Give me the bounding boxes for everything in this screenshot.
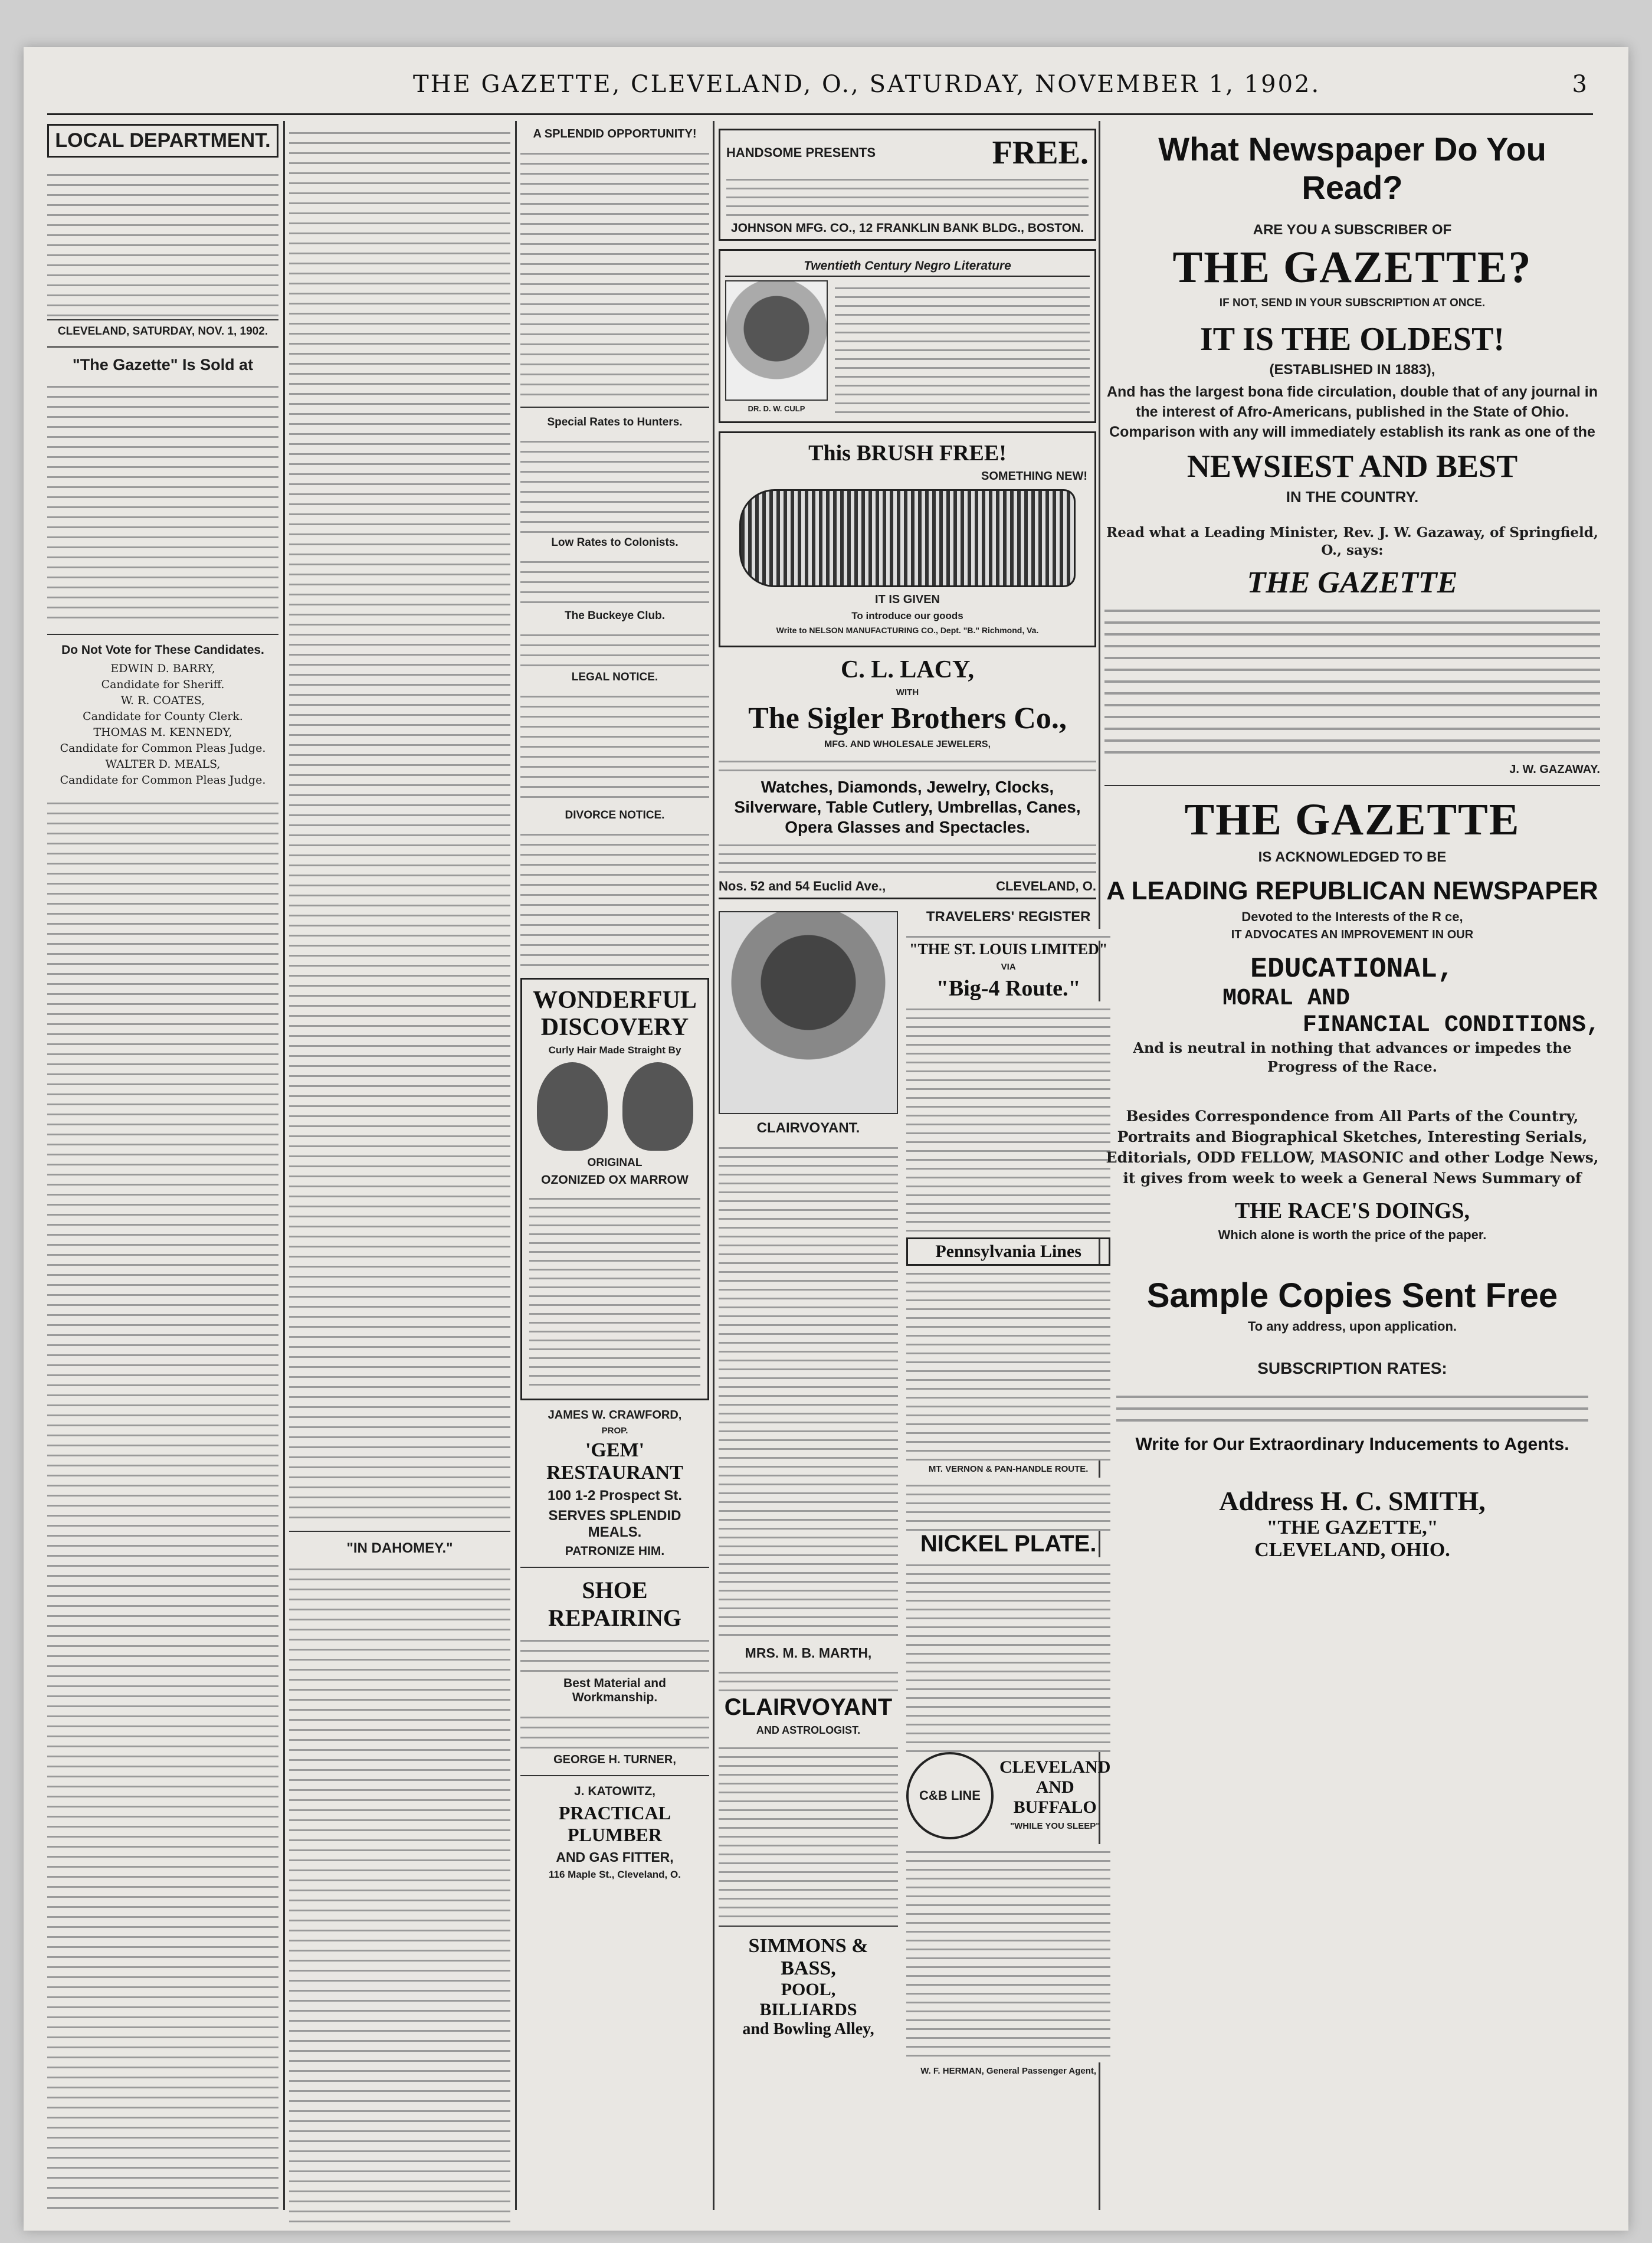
prop-label: PROP. [601,1426,628,1436]
simmons-bass: SIMMONS & BASS, [748,1935,868,1979]
text-block [520,553,709,606]
advocates-line: IT ADVOCATES AN IMPROVEMENT IN OUR [1231,928,1474,941]
sigler-brothers: The Sigler Brothers Co., [748,702,1067,735]
gazette-heading-quote: THE GAZETTE [1247,566,1458,600]
candidate: EDWIN D. BARRY, [110,662,215,675]
free-presents-ad [719,129,1096,241]
local-department-heading: LOCAL DEPARTMENT. [47,124,278,158]
katowitz-name: J. KATOWITZ, [573,1784,656,1798]
timetable-text [906,1001,1110,1237]
pool-label: POOL, [781,1980,836,1999]
colonists-heading: Low Rates to Colonists. [551,536,678,549]
text-block [719,1140,898,1642]
prospect-address: 100 1-2 Prospect St. [547,1488,683,1504]
opportunity-heading: A SPLENDID OPPORTUNITY! [533,127,697,140]
leading-republican: A LEADING REPUBLICAN NEWSPAPER [1106,876,1598,905]
page-number: 3 [1572,71,1587,98]
sample-copies: Sample Copies Sent Free [1146,1276,1558,1315]
practical-plumber: PRACTICAL PLUMBER [558,1802,671,1845]
gazaway-quote-text [1104,600,1600,759]
timetable-text [906,1266,1110,1461]
herman-agent: W. F. HERMAN, General Passenger Agent, [920,2066,1097,2076]
timetable-text [906,1844,1110,2062]
divorce-heading: DIVORCE NOTICE. [565,809,665,821]
johnson-address: JOHNSON MFG. CO., 12 FRANKLIN BANK BLDG., BOSTON. [730,221,1084,235]
gazaway-intro: Read what a Leading Minister, Rev. J. W. Gazaway, of Springfield, O., says: [1106,525,1598,558]
text-block [719,1740,898,1917]
vote-heading: Do Not Vote for These Candidates. [61,643,264,657]
text-block [726,172,1089,219]
text-block [529,1191,700,1391]
mt-vernon-route: MT. VERNON & PAN-HANDLE ROUTE. [928,1464,1089,1474]
timetable-text [906,1557,1110,1752]
circulation-text: And has the largest bona fide circulation, double that of any journal in the interest of Afro-Americans, published in the State of Ohio. Comparison with any will immediately establish its rank as one of the [1106,384,1598,440]
text-block [719,754,1096,777]
news-text [289,124,510,1522]
divider [520,1775,709,1776]
candidate-list [47,661,278,788]
nelson-address: Write to NELSON MANUFACTURING CO., Dept. "B." Richmond, Va. [776,626,1039,635]
serves-meals: SERVES SPLENDID MEALS. [548,1508,681,1540]
clairvoyant-portrait-image [719,911,898,1114]
while-you-sleep: "WHILE YOU SLEEP" [1010,1820,1100,1831]
with-label: WITH [896,687,919,698]
cb-line-logo: C&B LINE [906,1752,994,1839]
maple-address: 116 Maple St., Cleveland, O. [549,1869,681,1880]
financial-conditions: FINANCIAL CONDITIONS, [1302,1012,1600,1039]
candidate-office: Candidate for Common Pleas Judge. [60,774,266,787]
text-block [520,433,709,533]
text-block [719,1665,898,1694]
nickel-plate: NICKEL PLATE. [920,1531,1097,1557]
ozonized-label: OZONIZED OX MARROW [541,1173,689,1187]
newspaper-page [24,47,1628,2231]
gem-restaurant: 'GEM' RESTAURANT [546,1439,683,1484]
best-material: Best Material and Workmanship. [563,1676,666,1704]
something-new: SOMETHING NEW! [981,470,1087,483]
text-block [520,1708,709,1750]
gazaway-signature: J. W. GAZAWAY. [1509,763,1600,776]
wonderful-heading: WONDERFUL DISCOVERY [533,987,697,1041]
it-is-the-oldest: IT IS THE OLDEST! [1199,321,1505,358]
address-smith: Address H. C. SMITH, [1219,1486,1486,1516]
head-before-image [537,1062,608,1151]
column-local-department [47,124,278,2213]
text-block [520,1632,709,1673]
are-you-subscriber: ARE YOU A SUBSCRIBER OF [1253,222,1452,238]
candidate: W. R. COATES, [120,694,205,707]
text-block [835,280,1090,416]
buckeye-heading: The Buckeye Club. [565,610,665,622]
brush-free: This BRUSH FREE! [808,441,1007,466]
big-4-route: "Big-4 Route." [936,976,1081,1001]
divider [520,407,709,408]
dahomey-text [289,1560,510,2227]
text-block [906,929,1110,941]
text-block [520,145,709,398]
candidate-office: Candidate for Sheriff. [101,678,225,691]
divider [47,634,278,635]
dahomey-heading: "IN DAHOMEY." [346,1540,453,1556]
sold-at-heading: "The Gazette" Is Sold at [72,356,254,374]
rates-table-text [1116,1386,1588,1422]
send-subscription: IF NOT, SEND IN YOUR SUBSCRIPTION AT ONCE. [1219,297,1486,309]
column-notices [520,124,709,2213]
text-block [719,837,1096,879]
local-news-text [47,794,278,2211]
neutral-text: And is neutral in nothing that advances or impedes the Progress of the Race. [1133,1039,1572,1075]
race-doings: THE RACE'S DOINGS, [1234,1199,1470,1223]
timetable-text [906,1478,1110,1531]
twentieth-century-heading: Twentieth Century Negro Literature [725,259,1090,277]
correspondence-text: Besides Correspondence from All Parts of the Country, Portraits and Biographical Sketches, Interesting Serials, Editorials, ODD FELLOW, MASONIC and other Lodge News, it gives from week to week a General News Summary of [1106,1108,1599,1187]
hunters-heading: Special Rates to Hunters. [547,416,683,428]
text-block [520,626,709,667]
via-label: VIA [1001,962,1016,972]
original-label: ORIGINAL [587,1157,643,1169]
subscription-rates: SUBSCRIPTION RATES: [1257,1359,1447,1377]
divider [1104,785,1600,786]
any-address: To any address, upon application. [1247,1319,1457,1334]
marth-name: MRS. M. B. MARTH, [745,1645,872,1661]
the-gazette-question: THE GAZETTE? [1172,243,1532,292]
devoted-line: Devoted to the Interests of the R ce, [1241,909,1463,924]
culp-portrait-image [725,280,828,401]
text-block [520,687,709,805]
sigler-address [719,879,1096,899]
text-block [520,826,709,973]
shoe-repairing: SHOE REPAIRING [548,1577,681,1631]
divider [47,346,278,348]
billiards-label: BILLIARDS [759,2000,857,2019]
introduce-goods: To introduce our goods [851,610,963,621]
candidate: WALTER D. MEALS, [105,758,221,771]
educational: EDUCATIONAL, [1250,954,1454,985]
cleveland-label: CLEVELAND, O. [996,879,1096,893]
mfg-line: MFG. AND WHOLESALE JEWELERS, [824,739,991,749]
gas-fitter: AND GAS FITTER, [556,1849,674,1865]
watches-line: Watches, Diamonds, Jewelry, Clocks, Silverware, Table Cutlery, Umbrellas, Canes, Opera Glasses and Spectacles. [734,778,1081,836]
culp-caption: DR. D. W. CULP [748,404,805,413]
column-news [289,124,510,2213]
dateline: CLEVELAND, SATURDAY, NOV. 1, 1902. [57,325,268,338]
head-after-image [622,1062,693,1151]
patronize-him: PATRONIZE HIM. [565,1544,665,1558]
travelers-register [906,905,1110,2080]
candidate-office: Candidate for County Clerk. [83,710,243,723]
column-rule [283,121,285,2210]
candidate: THOMAS M. KENNEDY, [93,726,232,739]
text-block [47,166,278,320]
it-is-given: IT IS GIVEN [874,593,940,606]
cleveland-ohio: CLEVELAND, OHIO. [1254,1539,1450,1561]
text-block [47,378,278,626]
cleveland-buffalo: CLEVELAND AND BUFFALO [999,1757,1111,1817]
moral-and: MORAL AND [1222,985,1351,1012]
euclid-address: Nos. 52 and 54 Euclid Ave., [719,879,886,893]
column-gazette-promo [1104,124,1600,2213]
acknowledged: IS ACKNOWLEDGED TO BE [1258,849,1447,865]
masthead-title: THE GAZETTE, CLEVELAND, O., SATURDAY, NOVEMBER 1, 1902. [413,71,1321,98]
what-newspaper: What Newspaper Do You Read? [1158,130,1546,206]
divider [289,1531,510,1532]
the-gazette-heading: THE GAZETTE [1184,795,1520,844]
bowling-label: and Bowling Alley, [742,2020,874,2038]
agents-inducements: Write for Our Extraordinary Inducements to Agents. [1135,1435,1569,1454]
column-rule [515,121,517,2210]
newsiest-and-best: NEWSIEST AND BEST [1186,448,1518,484]
masthead [47,65,1593,115]
before-after-illustration [529,1062,700,1151]
astrologist-label: AND ASTROLOGIST. [756,1724,861,1736]
legal-heading: LEGAL NOTICE. [571,671,658,683]
brush-ad [719,431,1096,647]
free-heading: FREE. [992,135,1089,171]
travelers-heading: TRAVELERS' REGISTER [926,909,1091,925]
worth-price: Which alone is worth the price of the paper. [1218,1227,1487,1242]
clairvoyant-column [719,905,898,2080]
handsome-presents: HANDSOME PRESENTS [726,145,876,160]
clairvoyant-caption: CLAIRVOYANT. [756,1120,860,1136]
turner-name: GEORGE H. TURNER, [553,1753,676,1766]
the-gazette-address: "THE GAZETTE," [1266,1517,1438,1538]
ox-marrow-ad [520,978,709,1400]
divider [719,1926,898,1927]
clairvoyant-heading: CLAIRVOYANT [724,1694,893,1720]
in-the-country: IN THE COUNTRY. [1286,488,1419,506]
established-1883: (ESTABLISHED IN 1883), [1269,362,1435,378]
pennsylvania-lines: Pennsylvania Lines [906,1237,1110,1266]
crawford-name: JAMES W. CRAWFORD, [548,1409,682,1422]
candidate-office: Candidate for Common Pleas Judge. [60,742,266,755]
divider [520,1567,709,1568]
column-advertisements [719,124,1111,2213]
negro-literature-ad [719,249,1096,423]
brush-image [739,489,1076,587]
curly-line: Curly Hair Made Straight By [548,1044,681,1056]
lacy-name: C. L. LACY, [841,656,974,683]
column-rule [713,121,714,2210]
st-louis-limited: "THE ST. LOUIS LIMITED" [909,941,1108,958]
